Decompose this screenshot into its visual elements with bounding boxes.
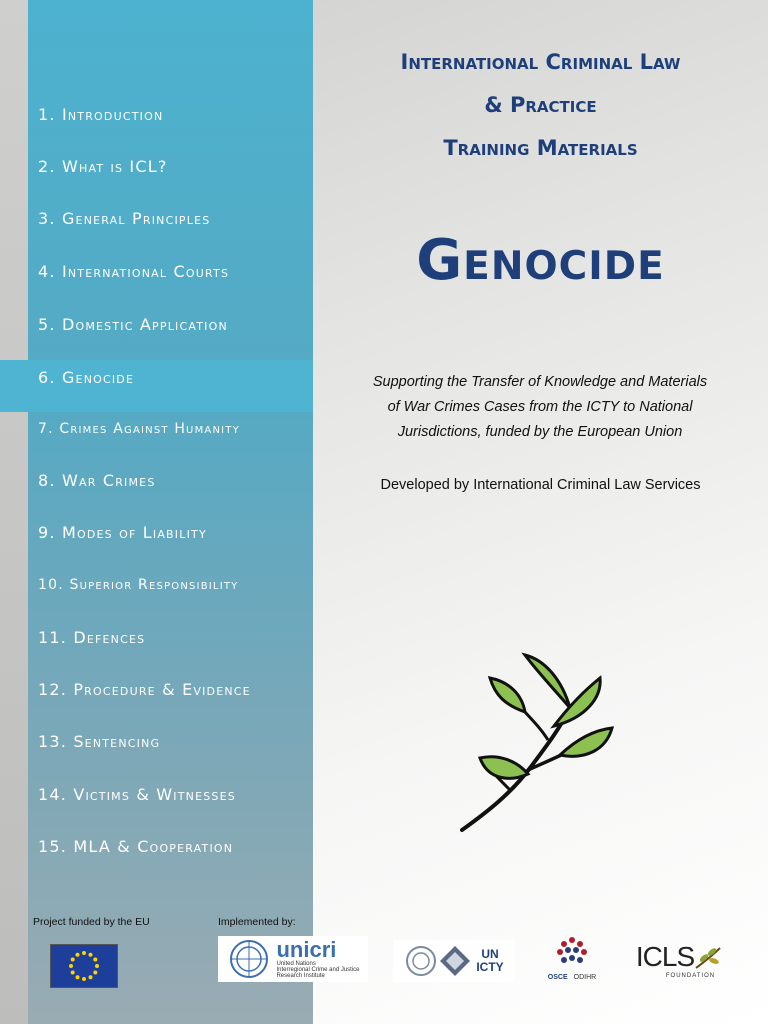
nav-item-sentencing[interactable]: 13. Sentencing	[38, 731, 161, 751]
header-line-3: Training Materials	[443, 136, 638, 160]
unicri-name: unicri	[276, 937, 337, 962]
icty-un-label: UN	[481, 946, 499, 961]
nav-item-procedure-evidence[interactable]: 12. Procedure & Evidence	[38, 679, 251, 699]
implemented-label: Implemented by:	[218, 916, 296, 928]
odihr-label: ODIHR	[573, 973, 597, 981]
nav-item-victims-witnesses[interactable]: 14. Victims & Witnesses	[38, 784, 236, 804]
icty-name: ICTY	[476, 960, 504, 974]
support-line-3: Jurisdictions, funded by the European Union	[397, 424, 683, 440]
nav-item-superior-responsibility[interactable]: 10. Superior Responsibility	[38, 577, 239, 593]
un-emblem-icon	[404, 944, 438, 978]
nav-item-domestic-application[interactable]: 5. Domestic Application	[38, 314, 228, 334]
olive-branch-icon	[450, 650, 620, 835]
unicri-sub-3: Research Institute	[276, 973, 325, 979]
unicri-logo	[218, 936, 368, 982]
header-line-1: International Criminal Law	[400, 50, 681, 74]
unicri-sub-1: United Nations	[276, 961, 316, 967]
nav-item-introduction[interactable]: 1. Introduction	[38, 104, 164, 124]
odihr-emblem-icon	[549, 932, 595, 974]
nav-item-international-courts[interactable]: 4. International Courts	[38, 261, 230, 281]
left-strip	[0, 0, 28, 1024]
nav-item-crimes-against-humanity[interactable]: 7. Crimes Against Humanity	[38, 421, 240, 437]
nav-item-what-is-icl[interactable]: 2. What is ICL?	[38, 156, 168, 176]
support-line-1: Supporting the Transfer of Knowledge and Materials	[372, 374, 708, 390]
osce-label: OSCE	[547, 973, 568, 981]
eu-flag-icon	[50, 944, 118, 988]
nav-item-defences[interactable]: 11. Defences	[38, 627, 146, 647]
support-text	[330, 370, 750, 445]
un-emblem-icon	[226, 938, 272, 980]
icls-name: ICLS	[635, 941, 695, 972]
un-icty-logo	[393, 940, 515, 982]
nav-item-general-principles[interactable]: 3. General Principles	[38, 208, 211, 228]
olive-sprig-icon	[694, 944, 724, 970]
osce-odihr-logo	[534, 926, 610, 986]
funded-label: Project funded by the EU	[33, 916, 150, 928]
header-line-2: & Practice	[484, 93, 597, 117]
nav-item-modes-of-liability[interactable]: 9. Modes of Liability	[38, 522, 207, 542]
page-title: Genocide	[416, 228, 665, 293]
unicri-sub-2: Interregional Crime and Justice	[276, 967, 360, 973]
nav-item-genocide[interactable]: 6. Genocide	[38, 367, 135, 387]
nav-item-war-crimes[interactable]: 8. War Crimes	[38, 470, 156, 490]
icty-emblem-icon	[438, 944, 472, 978]
nav-item-mla-cooperation[interactable]: 15. MLA & Cooperation	[38, 836, 234, 856]
support-line-2: of War Crimes Cases from the ICTY to National	[387, 399, 693, 415]
icls-logo	[628, 938, 732, 982]
icls-sub: FOUNDATION	[665, 973, 716, 979]
developed-by-text: Developed by International Criminal Law Services	[380, 477, 701, 493]
